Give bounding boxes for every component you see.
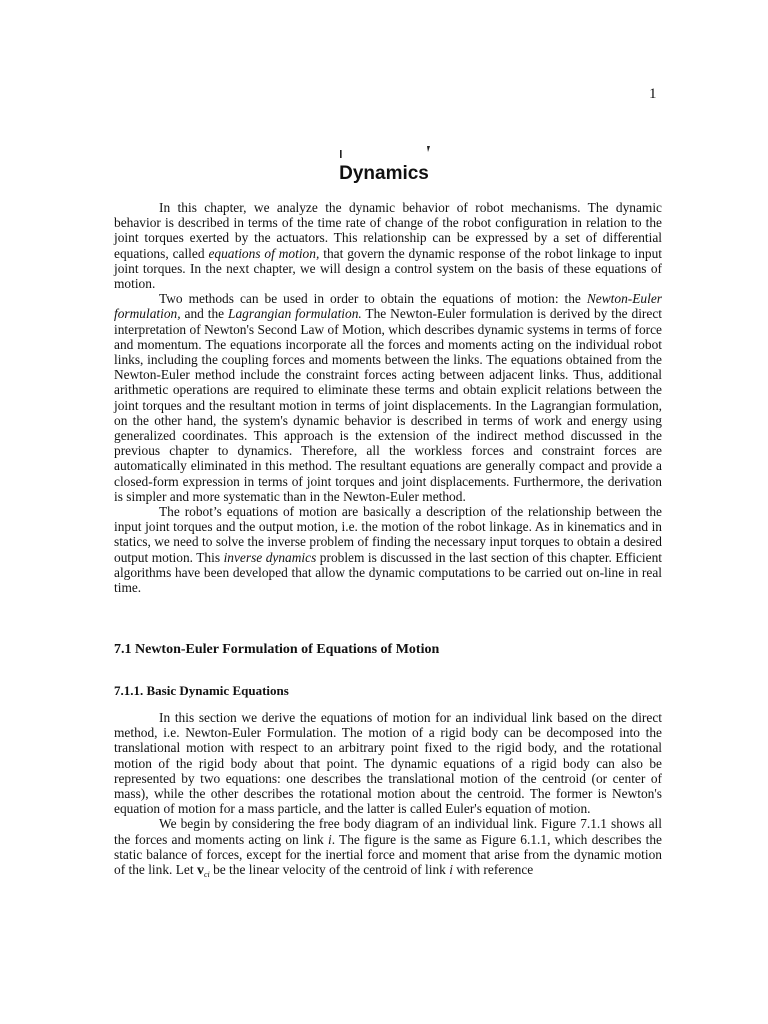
section-paragraph-1: In this section we derive the equations of motion for an individual link based on the direct method, i.e. Newton-Euler Formulation. The motion of a rigid body can be decomposed into the translational motion with respect to an arbitrary point fixed to the rigid body, and the rotational motion of the rigid body about that point. The dynamic equations of a rigid body can also be represented by two equations: one describes the translational motion of the centroid (or center of mass), while the other describes the rotational motion about the centroid. The former is Newton's equation of motion for a mass particle, and the latter is called Euler's equation of motion.	[114, 710, 662, 817]
section-text	[114, 710, 662, 882]
subsection-heading: 7.1.1. Basic Dynamic Equations	[114, 683, 289, 698]
chapter-title: Dynamics	[339, 163, 429, 184]
section-paragraph-2: We begin by considering the free body diagram of an individual link. Figure 7.1.1 shows all the forces and moments acting on link i. The figure is the same as Figure 6.1.1, which describes the static balance of forces, except for the inertial force and moment that arise from the dynamic motion of the link. Let $v_{ci}$ be the linear velocity of the centroid of link i with reference	[114, 816, 662, 880]
intro-text	[114, 200, 662, 595]
section-heading: 7.1 Newton-Euler Formulation of Equations of Motion	[114, 642, 440, 657]
page-number: 1	[649, 86, 657, 102]
intro-paragraph-1: In this chapter, we analyze the dynamic behavior of robot mechanisms. The dynamic behavior is described in terms of the time rate of change of the robot configuration in relation to the joint torques exerted by the actuators. This relationship can be expressed by a set of differential equations, called equations of motion, that govern the dynamic response of the robot linkage to input joint torques. In the next chapter, we will design a control system on the basis of these equations of motion.	[114, 200, 662, 292]
intro-paragraph-2: Two methods can be used in order to obtain the equations of motion: the Newton-Euler formulation, and the Lagrangian formulation. The Newton-Euler formulation is derived by the direct interpretation of Newton's Second Law of Motion, which describes dynamic systems in terms of force and momentum. The equations incorporate all the forces and moments acting on the individual robot links, including the coupling forces and moments between the links. The equations obtained from the Newton-Euler method include the constraint forces acting between adjacent links. Thus, additional arithmetic operations are required to eliminate these terms and obtain explicit relations between the joint torques and the resultant motion in terms of joint displacements. In the Lagrangian formulation, on the other hand, the system's dynamic behavior is described in terms of work and energy using generalized coordinates. This approach is the extension of the indirect method discussed in the previous chapter to dynamics. Therefore, all the workless forces and constraint forces are automatically eliminated in this method. The resultant equations are generally compact and provide a closed-form expression in terms of joint torques and joint displacements. Furthermore, the derivation is simpler and more systematic than in the Newton-Euler method.	[114, 291, 662, 504]
intro-paragraph-3: The robot’s equations of motion are basically a description of the relationship between the input joint torques and the output motion, i.e. the motion of the robot linkage. As in kinematics and in statics, we need to solve the inverse problem of finding the necessary input torques to obtain a desired output motion. This inverse dynamics problem is discussed in the last section of this chapter. Efficient algorithms have been developed that allow the dynamic computations to be carried out on-line in real time.	[114, 504, 662, 596]
velocity-vector-symbol: v	[196, 863, 204, 879]
chapter-number-marks	[339, 144, 439, 160]
